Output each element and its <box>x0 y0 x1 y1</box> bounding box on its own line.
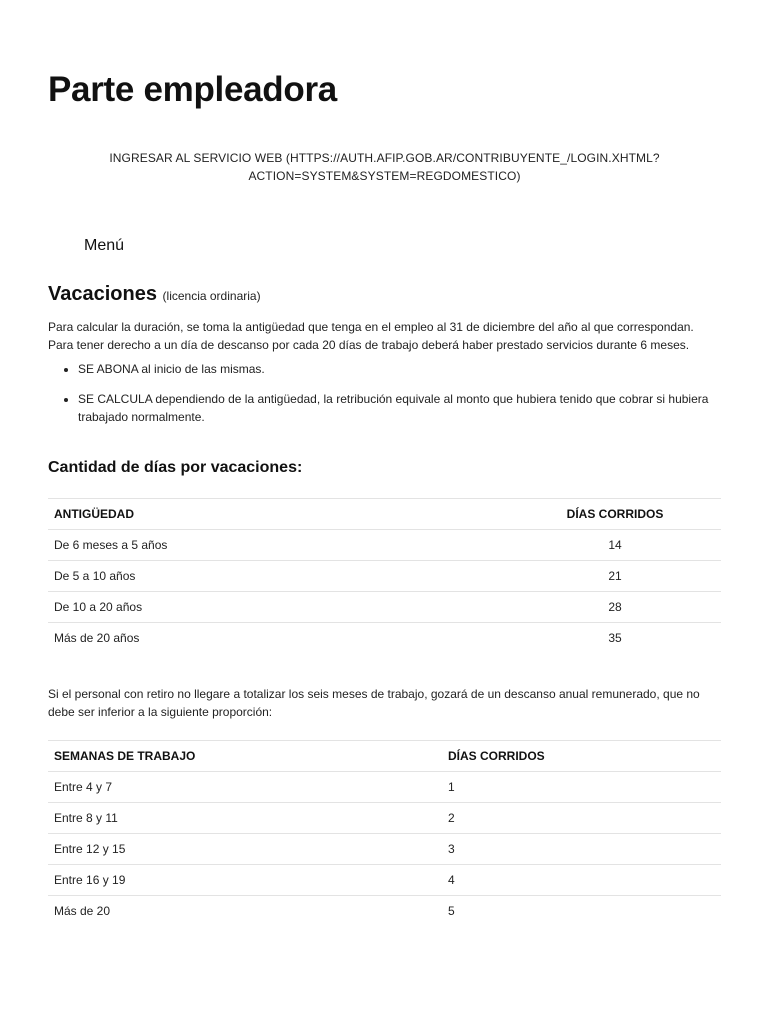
vacation-days-table <box>48 498 721 653</box>
bullet-item: • SE ABONA al inicio de las mismas. <box>78 360 751 378</box>
web-service-link-line2: ACTION=SYSTEM&SYSTEM=REGDOMESTICO) <box>248 169 521 183</box>
bullet-item: • SE CALCULA dependiendo de la antigüedad, la retribución equivale al monto que hubiera tenido que cobrar si hubiera trabajado normalmente. <box>78 390 751 426</box>
section-subtitle: (licencia ordinaria) <box>162 289 261 303</box>
table-cell: Más de 20 <box>48 896 442 927</box>
table-row <box>48 530 721 561</box>
section-title-text: Vacaciones <box>48 283 157 305</box>
table-cell: 21 <box>509 561 721 592</box>
table-cell: Entre 16 y 19 <box>48 865 442 896</box>
table-row <box>48 896 721 927</box>
web-service-link[interactable] <box>48 149 721 185</box>
table-cell: 14 <box>509 530 721 561</box>
table-row <box>48 865 721 896</box>
column-header-days: DÍAS CORRIDOS <box>509 499 721 530</box>
table-row <box>48 772 721 803</box>
table-cell: Entre 8 y 11 <box>48 803 442 834</box>
column-header-seniority: ANTIGÜEDAD <box>48 499 509 530</box>
table-cell: 2 <box>442 803 721 834</box>
table-row <box>48 834 721 865</box>
table-cell: 3 <box>442 834 721 865</box>
web-service-link-line1: INGRESAR AL SERVICIO WEB (HTTPS://AUTH.AFIP.GOB.AR/CONTRIBUYENTE_/LOGIN.XHTML? <box>109 151 660 165</box>
table-cell: De 5 a 10 años <box>48 561 509 592</box>
table-cell: 28 <box>509 592 721 623</box>
table-row <box>48 592 721 623</box>
table-cell: 5 <box>442 896 721 927</box>
table-row <box>48 803 721 834</box>
vacation-table-heading: Cantidad de días por vacaciones: <box>48 459 303 476</box>
table-cell: Entre 12 y 15 <box>48 834 442 865</box>
table-cell: De 6 meses a 5 años <box>48 530 509 561</box>
intro-paragraph: Para calcular la duración, se toma la antigüedad que tenga en el empleo al 31 de diciembre del año al que correspondan. Para tener derecho a un día de descanso por cada 20 días de trabajo deberá haber prestado servicios durante 6 meses. <box>48 320 694 352</box>
table-header-row <box>48 499 721 530</box>
menu-toggle[interactable]: Menú <box>84 237 125 254</box>
table-cell: Entre 4 y 7 <box>48 772 442 803</box>
table-row <box>48 623 721 654</box>
column-header-weeks: SEMANAS DE TRABAJO <box>48 741 442 772</box>
table-cell: Más de 20 años <box>48 623 509 654</box>
weeks-table <box>48 740 721 926</box>
proportion-paragraph: Si el personal con retiro no llegare a totalizar los seis meses de trabajo, gozará de un descanso anual remunerado, que no debe ser inferior a la siguiente proporción: <box>48 687 700 719</box>
column-header-days: DÍAS CORRIDOS <box>442 741 721 772</box>
page-title: Parte empleadora <box>48 70 337 109</box>
table-cell: 4 <box>442 865 721 896</box>
table-row <box>48 561 721 592</box>
table-cell: De 10 a 20 años <box>48 592 509 623</box>
bullet-list <box>48 360 751 438</box>
table-cell: 35 <box>509 623 721 654</box>
section-title <box>48 283 261 306</box>
table-cell: 1 <box>442 772 721 803</box>
table-header-row <box>48 741 721 772</box>
